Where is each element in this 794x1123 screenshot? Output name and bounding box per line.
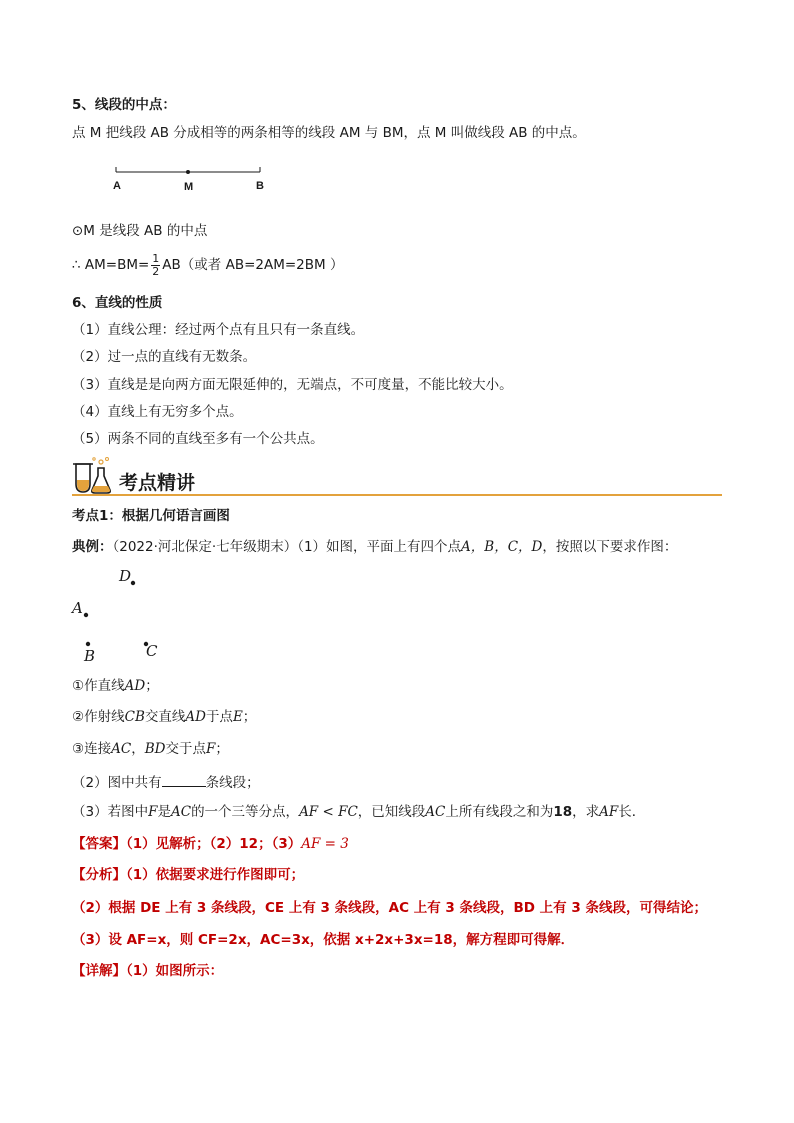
therefore-statement	[72, 251, 343, 279]
lab-flask-icon	[70, 456, 114, 496]
example-intro	[72, 538, 677, 556]
property-item: （4）直线上有无穷多个点。	[72, 404, 243, 420]
step-3: ③连接AC，BD交于点F；	[72, 741, 229, 757]
point-d-dot	[131, 581, 135, 585]
segment-label-a: A	[113, 180, 121, 192]
question-3: （3）若图中F是AC的一个三等分点，AF < FC，已知线段AC上所有线段之和为18，求AF长．	[72, 804, 646, 820]
point-label-c: C	[146, 642, 158, 660]
point-b-dot	[86, 642, 90, 646]
detail-line: 【详解】（1）如图所示：	[72, 963, 224, 979]
therefore-suffix: AB（或者 AB=2AM=2BM ）	[162, 257, 344, 273]
example-points: A，B，C，D	[461, 539, 543, 555]
answer-tag: 【答案】	[72, 836, 126, 852]
section5-text: 点 M 把线段 AB 分成相等的两条相等的线段 AM 与 BM，点 M 叫做线段 AB 的中点。	[72, 125, 586, 141]
analysis-line-3: （3）设 AF=x，则 CF=2x，AC=3x，依据 x+2x+3x=18，解方程即可得解．	[72, 932, 575, 948]
answer-equation: AF = 3	[301, 836, 349, 852]
property-item: （3）直线是是向两方面无限延伸的，无端点，不可度量，不能比较大小。	[72, 377, 513, 393]
detail-tag: 【详解】	[72, 963, 126, 979]
analysis-line-2: （2）根据 DE 上有 3 条线段，CE 上有 3 条线段，AC 上有 3 条线段，BD 上有 3 条线段，可得结论；	[72, 900, 707, 916]
banner-divider	[72, 494, 722, 496]
step-2: ②作射线CB交直线AD于点E；	[72, 709, 257, 725]
midpoint-m-dot	[186, 170, 190, 174]
analysis-line-1: 【分析】（1）依据要求进行作图即可；	[72, 867, 305, 883]
step-1: ①作直线AD；	[72, 678, 159, 694]
answer-blank[interactable]	[162, 772, 206, 787]
point-label-a: A	[72, 599, 83, 617]
therefore-prefix: ∴ AM=BM=	[72, 257, 150, 273]
question-2: （2）图中共有 条线段；	[72, 772, 260, 792]
fraction-one-half: $\frac{1}{2}$	[152, 251, 160, 278]
banner-title: 考点精讲	[119, 472, 196, 494]
point-a-dot	[84, 613, 88, 617]
example-label: 典例：	[72, 539, 113, 555]
answer-text: （1）见解析；（2）12；（3）	[126, 836, 302, 852]
section6-heading: 6、直线的性质	[72, 295, 163, 311]
point-label-b: B	[84, 647, 96, 665]
section5-heading: 5、线段的中点：	[72, 97, 176, 113]
property-item: （2）过一点的直线有无数条。	[72, 349, 257, 365]
kaodian1-heading: 考点1：根据几何语言画图	[72, 508, 230, 524]
answer-line	[72, 835, 349, 853]
since-statement: ⊙M 是线段 AB 的中点	[72, 223, 208, 239]
point-label-d: D	[119, 567, 132, 585]
property-item: （1）直线公理：经过两个点有且只有一条直线。	[72, 322, 365, 338]
property-item: （5）两条不同的直线至多有一个公共点。	[72, 431, 324, 447]
analysis-tag: 【分析】	[72, 867, 126, 883]
segment-label-b: B	[256, 180, 264, 192]
segment-label-m: M	[184, 181, 194, 193]
example-source: （2022·河北保定·七年级期末）（1）如图，平面上有四个点	[112, 539, 462, 555]
example-tail: ，按照以下要求作图：	[542, 539, 678, 555]
